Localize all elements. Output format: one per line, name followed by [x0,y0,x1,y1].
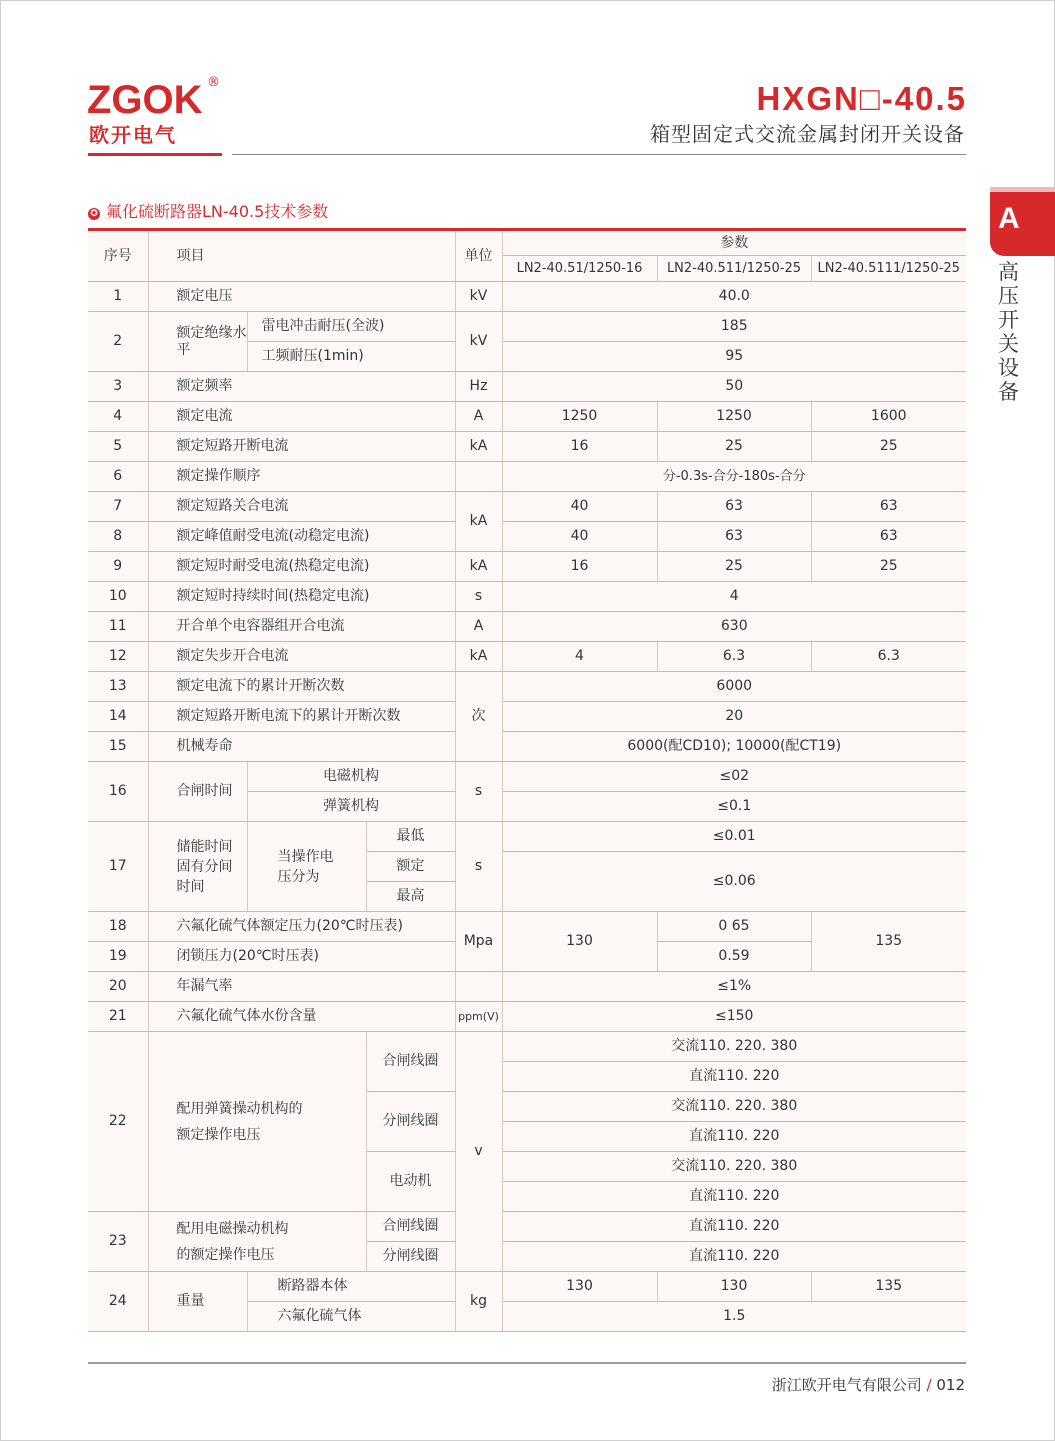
row-subitem: 断路器本体 [247,1272,455,1302]
row-unit: kA [455,432,502,462]
row-value-2: 130 [657,1272,811,1302]
row-value-3: 135 [811,1272,966,1302]
star-bullet-icon: ✪ [88,208,100,220]
row-no: 23 [88,1212,148,1272]
row-subitem: 最高 [366,882,455,912]
row-item: 合闸时间 [148,762,247,822]
row-value: 6000 [502,672,966,702]
chapter-letter: A [998,202,1020,235]
row-subitem: 工频耐压(1min) [247,342,455,372]
row-value-1: 16 [502,552,657,582]
row-item: 额定操作顺序 [148,462,455,492]
row-unit: kA [455,552,502,582]
row-unit: kV [455,282,502,312]
company-name: 浙江欧开电气有限公司 [771,1376,922,1394]
chapter-label: 高压开关设备 [998,260,1019,404]
table-row [88,672,966,702]
row-subitem: 分闸线圈 [366,1242,455,1272]
row-unit: kg [455,1272,502,1332]
header-params: 参数 [502,231,966,256]
row-item [148,1212,366,1272]
row-subitem: 电动机 [366,1152,455,1212]
row-no: 21 [88,1002,148,1032]
table-row [88,1212,966,1242]
row-value: 交流110. 220. 380 [502,1032,966,1062]
table-row [88,1272,966,1302]
table-row [88,762,966,792]
row-subitem: 合闸线圈 [366,1032,455,1092]
row-item-line: 额定操作电压 [176,1126,261,1143]
row-no: 17 [88,822,148,912]
header-unit: 单位 [455,231,502,282]
row-value: 95 [502,342,966,372]
row-value: 630 [502,612,966,642]
header-model-3: LN2-40.5111/1250-25 [811,256,966,282]
row-unit: v [455,1032,502,1272]
row-subitem: 合闸线圈 [366,1212,455,1242]
row-no: 10 [88,582,148,612]
header-divider [232,154,966,155]
table-row [88,912,966,942]
brand-name: 欧开电气 [89,123,177,147]
header-item: 项目 [148,231,455,282]
row-value: 交流110. 220. 380 [502,1092,966,1122]
row-item-line: 配用电磁操动机构 [176,1220,289,1237]
row-no: 14 [88,702,148,732]
table-row [88,402,966,432]
row-item: 开合单个电容器组开合电流 [148,612,455,642]
row-unit: s [455,822,502,912]
brand-logo: ZGOK [87,78,203,122]
row-value: 直流110. 220 [502,1062,966,1092]
row-item: 额定失步开合电流 [148,642,455,672]
row-no: 3 [88,372,148,402]
row-no: 9 [88,552,148,582]
table-row [88,972,966,1002]
row-item: 额定短路开断电流下的累计开断次数 [148,702,455,732]
row-unit: s [455,582,502,612]
row-item: 额定短时持续时间(热稳定电流) [148,582,455,612]
row-no: 20 [88,972,148,1002]
row-value-1: 130 [502,912,657,972]
registered-mark: ® [207,75,220,90]
row-item: 额定频率 [148,372,455,402]
row-subitem: 最低 [366,822,455,852]
row-subitem: 电磁机构 [247,762,455,792]
row-no: 8 [88,522,148,552]
row-no: 16 [88,762,148,822]
table-row [88,702,966,732]
table-row [88,822,966,852]
table-row [88,312,966,342]
row-value-3: 63 [811,492,966,522]
row-item: 额定电流下的累计开断次数 [148,672,455,702]
row-value: ≤0.1 [502,792,966,822]
row-item: 额定峰值耐受电流(动稳定电流) [148,522,455,552]
row-value-2: 25 [657,432,811,462]
row-unit: A [455,402,502,432]
table-row [88,492,966,522]
row-value: 直流110. 220 [502,1242,966,1272]
row-no: 12 [88,642,148,672]
header-accent-line [88,153,222,156]
row-unit: kV [455,312,502,372]
row-subitem: 弹簧机构 [247,792,455,822]
row-value-3: 135 [811,912,966,972]
row-value-3: 25 [811,432,966,462]
row-value-1: 16 [502,432,657,462]
row-item-line: 配用弹簧操动机构的 [176,1100,303,1117]
row-item: 额定电流 [148,402,455,432]
table-row [88,642,966,672]
row-value-1: 4 [502,642,657,672]
row-item: 年漏气率 [148,972,455,1002]
row-unit: kA [455,642,502,672]
row-value-3: 63 [811,522,966,552]
row-unit: ppm(V) [455,1002,502,1032]
section-title-text: 氟化硫断路器LN-40.5技术参数 [106,202,329,221]
table-row [88,432,966,462]
row-no: 1 [88,282,148,312]
table-row [88,282,966,312]
product-subtitle: 箱型固定式交流金属封闭开关设备 [650,122,965,146]
row-value: 40.0 [502,282,966,312]
row-value-2: 0 65 [657,912,811,942]
row-value-3: 25 [811,552,966,582]
row-item: 储能时间固有分间时间 [148,822,247,912]
row-value: 185 [502,312,966,342]
row-value: 6000(配CD10); 10000(配CT19) [502,732,966,762]
chapter-tab [990,187,1055,256]
row-no: 22 [88,1032,148,1212]
spec-table [88,231,966,1332]
header-model-2: LN2-40.511/1250-25 [657,256,811,282]
header-no: 序号 [88,231,148,282]
row-unit: A [455,612,502,642]
row-no: 2 [88,312,148,372]
row-value-2: 63 [657,522,811,552]
section-title [88,199,328,222]
row-value-3: 1600 [811,402,966,432]
row-item: 额定短时耐受电流(热稳定电流) [148,552,455,582]
row-item: 闭锁压力(20℃时压表) [148,942,455,972]
row-unit [455,972,502,1002]
row-no: 7 [88,492,148,522]
row-item: 额定电压 [148,282,455,312]
row-unit: kA [455,492,502,552]
row-item: 额定短路关合电流 [148,492,455,522]
row-item: 机械寿命 [148,732,455,762]
row-item-line: 的额定操作电压 [176,1246,275,1263]
row-value: 4 [502,582,966,612]
row-no: 24 [88,1272,148,1332]
row-no: 19 [88,942,148,972]
table-row [88,522,966,552]
row-no: 4 [88,402,148,432]
row-no: 13 [88,672,148,702]
row-value-2: 63 [657,492,811,522]
row-value: ≤02 [502,762,966,792]
row-value: ≤0.06 [502,852,966,912]
row-value: 交流110. 220. 380 [502,1152,966,1182]
row-unit: s [455,762,502,822]
row-mid: 当操作电压分为 [247,822,366,912]
row-unit: Mpa [455,912,502,972]
page-number: 012 [936,1376,965,1394]
row-value: 50 [502,372,966,402]
row-value: ≤0.01 [502,822,966,852]
table-row [88,552,966,582]
row-subitem: 雷电冲击耐压(全波) [247,312,455,342]
table-row [88,372,966,402]
table-row [88,462,966,492]
header-model-1: LN2-40.51/1250-16 [502,256,657,282]
row-value: 直流110. 220 [502,1212,966,1242]
table-row [88,1002,966,1032]
footer [772,1374,965,1395]
row-value: 20 [502,702,966,732]
row-value-2: 0.59 [657,942,811,972]
row-value-1: 130 [502,1272,657,1302]
row-value-1: 40 [502,492,657,522]
row-subitem: 六氟化硫气体 [247,1302,455,1332]
row-value-3: 6.3 [811,642,966,672]
row-subitem: 分闸线圈 [366,1092,455,1152]
row-value-2: 6.3 [657,642,811,672]
row-no: 11 [88,612,148,642]
table-row [88,582,966,612]
product-model: HXGN□-40.5 [756,80,967,117]
row-no: 5 [88,432,148,462]
table-row [88,612,966,642]
row-no: 15 [88,732,148,762]
row-item: 重量 [148,1272,247,1332]
row-value: 分-0.3s-合分-180s-合分 [502,462,966,492]
table-row [88,732,966,762]
row-item: 六氟化硫气体水份含量 [148,1002,455,1032]
table-row [88,1032,966,1062]
row-item: 六氟化硫气体额定压力(20℃时压表) [148,912,455,942]
row-value: 1.5 [502,1302,966,1332]
row-item: 额定短路开断电流 [148,432,455,462]
row-unit [455,462,502,492]
row-value: 直流110. 220 [502,1182,966,1212]
row-value-1: 1250 [502,402,657,432]
row-value: ≤150 [502,1002,966,1032]
row-item [148,1032,366,1212]
row-value-2: 25 [657,552,811,582]
row-value: ≤1% [502,972,966,1002]
row-no: 6 [88,462,148,492]
row-subitem: 额定 [366,852,455,882]
row-value: 直流110. 220 [502,1122,966,1152]
row-unit: 次 [455,672,502,762]
row-unit: Hz [455,372,502,402]
footer-divider [88,1362,966,1364]
row-item: 额定绝缘水平 [148,312,247,372]
row-value-2: 1250 [657,402,811,432]
footer-separator: / [926,1376,932,1394]
row-no: 18 [88,912,148,942]
row-value-1: 40 [502,522,657,552]
